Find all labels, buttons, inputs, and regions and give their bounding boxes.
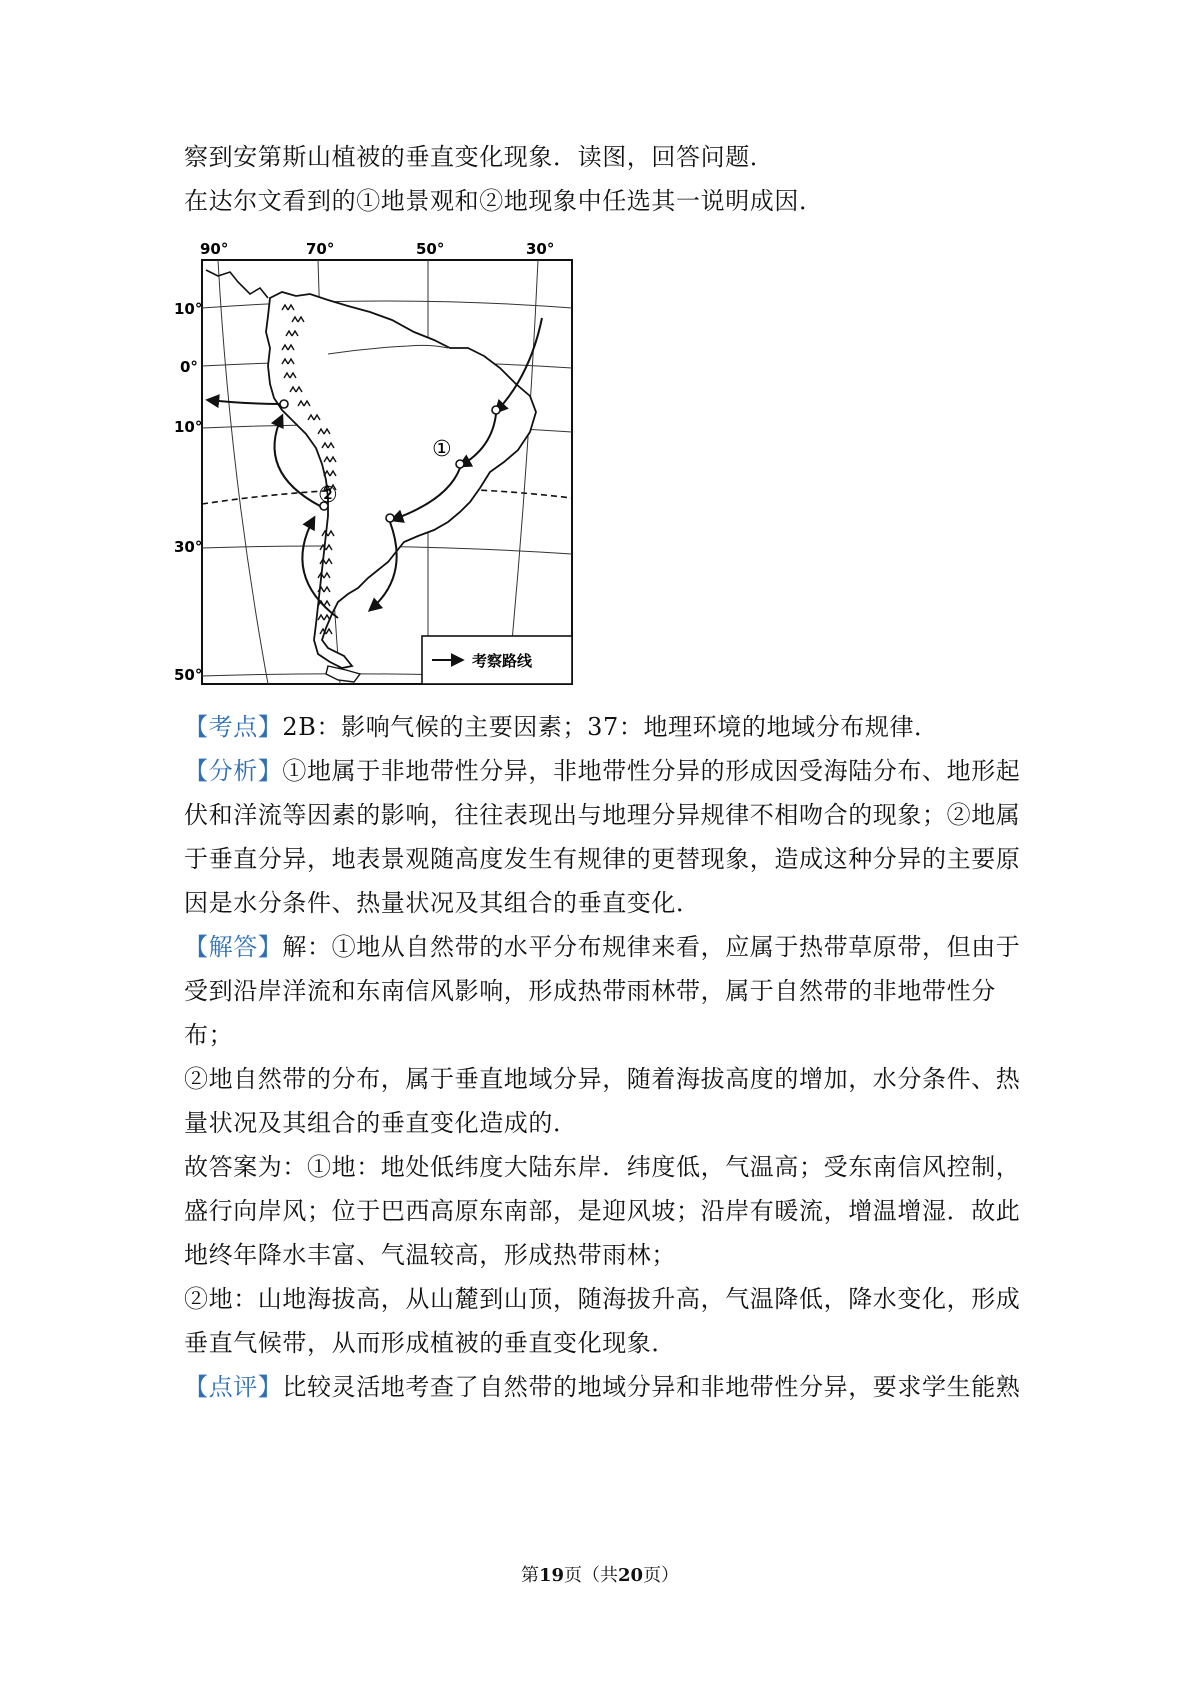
kaodian-tag: 【考点】 (184, 713, 283, 741)
lon-label-90: 90° (200, 240, 229, 258)
lon-label-30: 30° (526, 240, 555, 258)
fenxi-line-3: 于垂直分异，地表景观随高度发生有规律的更替现象，造成这种分异的主要原 (184, 845, 1021, 873)
jieda-line-2: 受到沿岸洋流和东南信风影响，形成热带雨林带，属于自然带的非地带性分 (184, 977, 996, 1005)
jieda-line-7: 盛行向岸风；位于巴西高原东南部，是迎风坡；沿岸有暖流，增温增湿．故此 (184, 1197, 1021, 1225)
lat-label-50s: 50° (174, 666, 203, 684)
footer-page-number: 19 (538, 1565, 564, 1586)
fenxi-line-4: 因是水分条件、热量状况及其组合的垂直变化． (184, 889, 701, 917)
lon-label-70: 70° (306, 240, 335, 258)
dianping-line (184, 1372, 1020, 1402)
dianping-text: 比较灵活地考查了自然带的地域分异和非地带性分异，要求学生能熟 (282, 1373, 1021, 1401)
jieda-line-9: ②地：山地海拔高，从山麓到山顶，随海拔升高，气温降低，降水变化，形成 (184, 1285, 1021, 1313)
jieda-line-8: 地终年降水丰富、气温较高，形成热带雨林； (184, 1241, 676, 1269)
intro-line-2: 在达尔文看到的①地景观和②地现象中任选其一说明成因． (184, 187, 824, 215)
fenxi-line-2: 伏和洋流等因素的影响，往往表现出与地理分异规律不相吻合的现象；②地属 (184, 801, 1021, 829)
fenxi-line-1 (184, 756, 1020, 786)
fenxi-tag: 【分析】 (184, 757, 283, 785)
lat-label-10n: 10° (174, 300, 203, 318)
central-america-coast (206, 270, 268, 298)
south-america-coastline (266, 292, 536, 668)
legend-label: 考察路线 (472, 652, 533, 670)
jieda-line-3: 布； (184, 1021, 234, 1049)
dianping-tag: 【点评】 (184, 1373, 283, 1401)
jieda-text-1: 解：①地从自然带的水平分布规律来看，应属于热带草原带，但由于 (282, 933, 1021, 961)
footer-total-pages: 20 (618, 1565, 644, 1586)
route-segment-7 (208, 400, 282, 404)
kaodian-text: 2B：影响气候的主要因素；37：地理环境的地域分布规律． (282, 713, 939, 741)
kaodian-line (184, 712, 939, 742)
page-footer (0, 1564, 1200, 1588)
south-america-route-map (174, 236, 598, 716)
jieda-line-4: ②地自然带的分布，属于垂直地域分异，随着海拔高度的增加，水分条件、热 (184, 1065, 1021, 1093)
point-1-label: ① (432, 437, 452, 462)
jieda-tag: 【解答】 (184, 933, 283, 961)
jieda-line-10: 垂直气候带，从而形成植被的垂直变化现象． (184, 1329, 676, 1357)
footer-suffix: 页） (643, 1565, 680, 1586)
lat-label-0: 0° (180, 358, 198, 376)
fenxi-text-1: ①地属于非地带性分异，非地带性分异的形成因受海陆分布、地形起 (282, 757, 1021, 785)
jieda-line-6: 故答案为：①地：地处低纬度大陆东岸．纬度低，气温高；受东南信风控制， (184, 1153, 1021, 1181)
lon-label-50: 50° (416, 240, 445, 258)
footer-mid: 页（共 (564, 1565, 618, 1586)
point-2-label: ② (318, 483, 338, 508)
lat-label-30s: 30° (174, 538, 203, 556)
footer-prefix: 第 (520, 1565, 539, 1586)
lat-label-10s: 10° (174, 418, 203, 436)
jieda-line-5: 量状况及其组合的垂直变化造成的． (184, 1109, 578, 1137)
intro-line-1: 察到安第斯山植被的垂直变化现象．读图，回答问题． (184, 143, 775, 171)
jieda-line-1 (184, 932, 1020, 962)
